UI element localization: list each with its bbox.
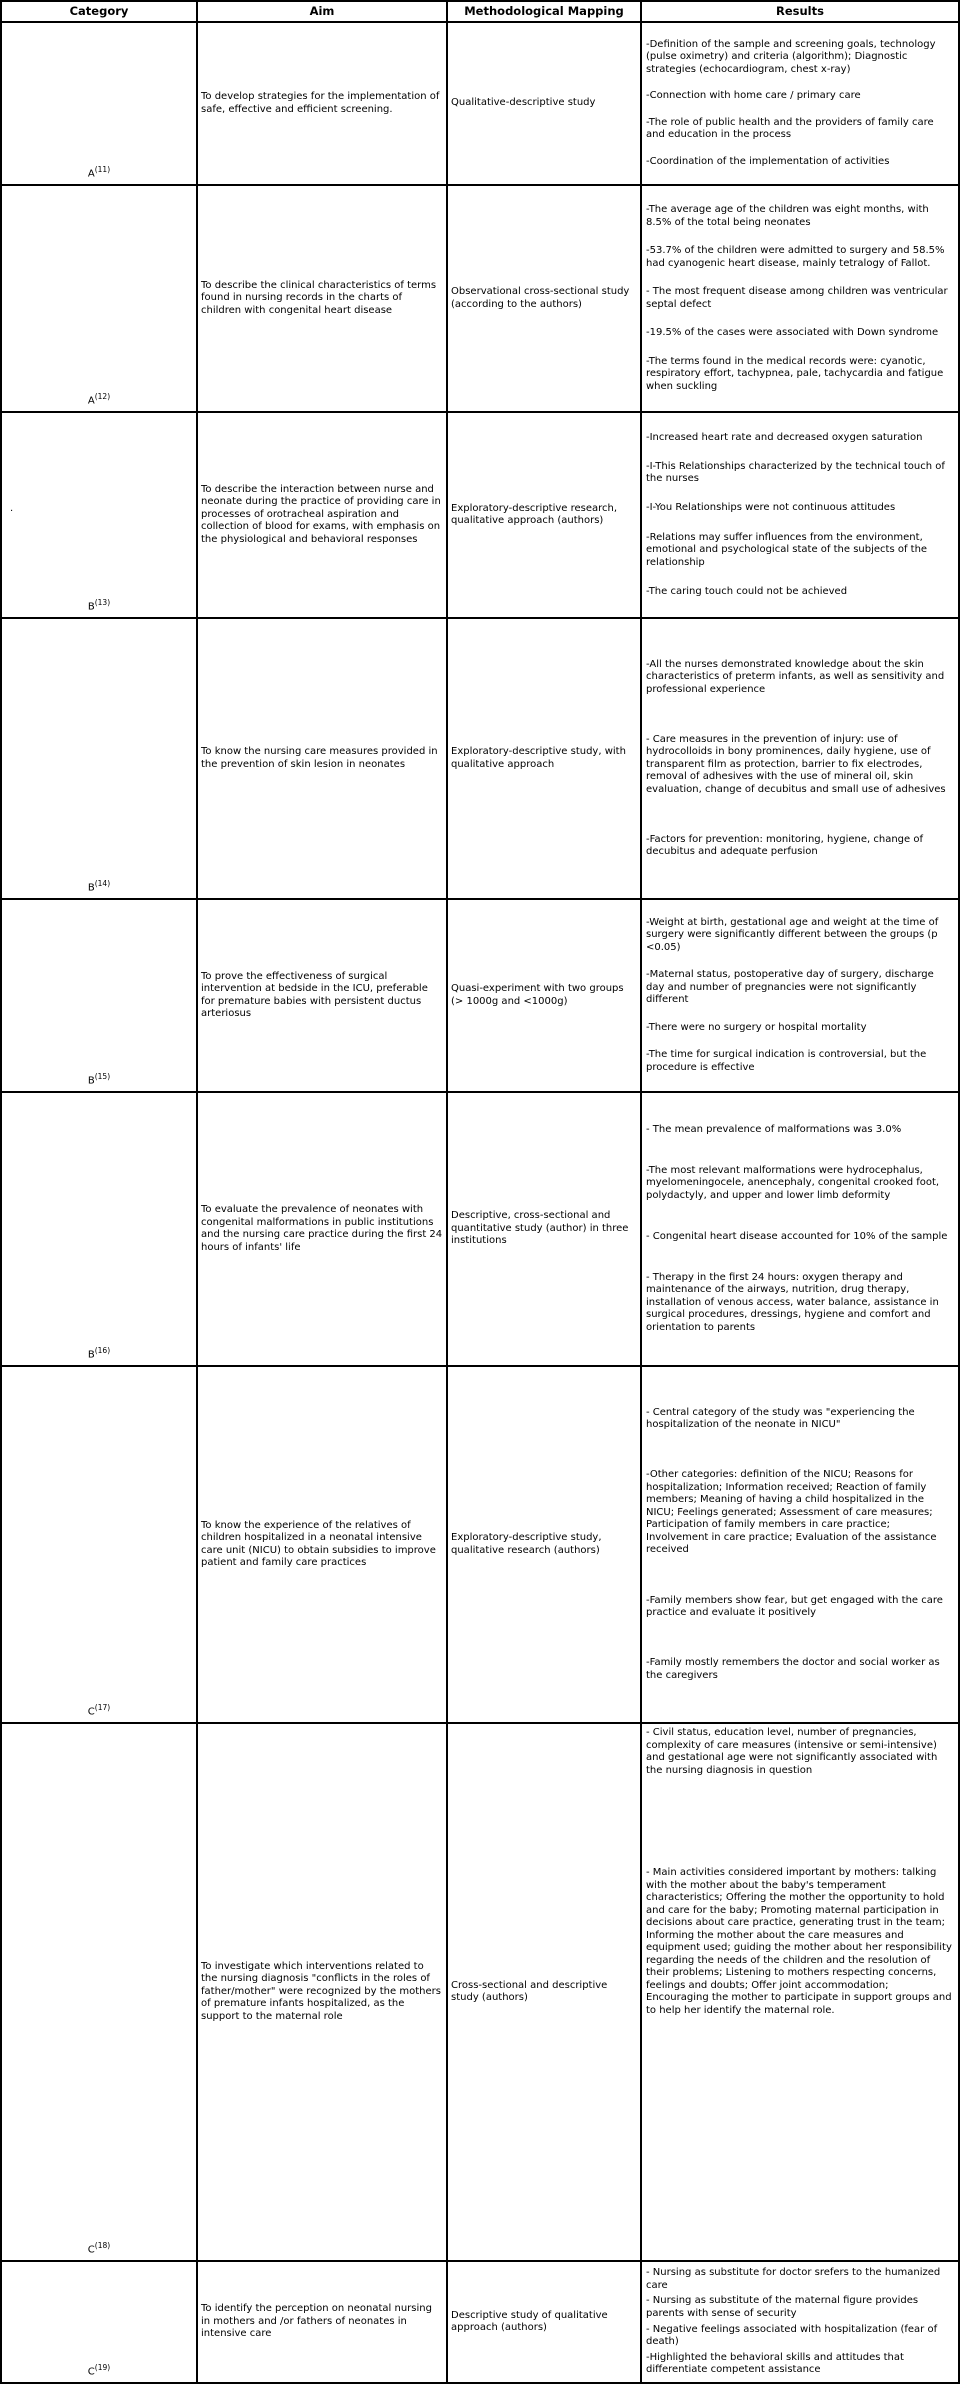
aim-cell <box>198 1367 448 1722</box>
table-row-b16 <box>2 1093 958 1367</box>
result-item: -The caring touch could not be achieved <box>646 585 848 597</box>
table-row-a11 <box>2 23 958 186</box>
table-row-c18 <box>2 1724 958 2262</box>
result-item: -Family mostly remembers the doctor and social worker as the caregivers <box>646 1657 940 1681</box>
method-text: Exploratory-descriptive study, with qualitative approach <box>451 746 626 770</box>
category-cell <box>2 1724 198 2260</box>
table-header-row <box>2 2 958 23</box>
results-cell <box>642 413 958 617</box>
method-cell <box>448 1093 642 1365</box>
aim-text: To investigate which interventions related to the nursing diagnosis "conflicts in the roles of father/mother" were recognized by the mothers of premature infants hospitalized, as the support to the maternal role <box>201 1960 441 2022</box>
result-item: - Civil status, education level, number of pregnancies, complexity of care measures (intensive or semi-intensive) and gestational age were not significantly associated with the nursing diagnosis in question <box>646 1727 938 1776</box>
results-cell <box>642 2262 958 2382</box>
category-label: $C^{(17)}$ <box>87 1702 111 1717</box>
category-cell <box>2 186 198 411</box>
table-row-c17 <box>2 1367 958 1724</box>
aim-text: To describe the interaction between nurse and neonate during the practice of providing care in processes of orotracheal aspiration and collection of blood for exams, with emphasis on the physiological and behavioral responses <box>201 483 441 545</box>
aim-cell <box>198 413 448 617</box>
category-cell <box>2 900 198 1091</box>
result-item: -The most relevant malformations were hydrocephalus, myelomeningocele, anencephaly, congenital crooked foot, polydactyly, and upper and lower limb deformity <box>646 1164 940 1201</box>
results-cell <box>642 1093 958 1365</box>
results-cell <box>642 1724 958 2260</box>
aim-cell <box>198 1093 448 1365</box>
results-cell <box>642 1367 958 1722</box>
method-text: Exploratory-descriptive research, qualitative approach (authors) <box>451 502 618 526</box>
result-item: - Main activities considered important by mothers: talking with the mother about the baby's temperament characteristics; Offering the mother the opportunity to hold and care for the baby; Promoting maternal participation in decisions about care practice, generating trust in the team; Informing the mother about the care measures and equipment used; guiding the mother about her responsibility regarding the needs of the children and the resolution of their problems; Listening to mothers respecting concerns, feelings and doubts; Offer joint accommodation; Encouraging the mother to participate in support groups and to help her identify the maternal role. <box>646 1867 952 2016</box>
category-label: $A^{(12)}$ <box>87 391 111 406</box>
category-cell <box>2 2262 198 2382</box>
category-label: $C^{(18)}$ <box>87 2240 111 2255</box>
result-item: -Relations may suffer influences from the environment, emotional and psychological state of the subjects of the relationship <box>646 531 928 568</box>
method-cell <box>448 23 642 184</box>
table-row-b14 <box>2 619 958 900</box>
aim-text: To know the nursing care measures provided in the prevention of skin lesion in neonates <box>201 746 438 770</box>
category-cell <box>2 1367 198 1722</box>
result-item: -53.7% of the children were admitted to surgery and 58.5% had cyanogenic heart disease, mainly tetralogy of Fallot. <box>646 245 945 269</box>
result-item: -I-This Relationships characterized by the technical touch of the nurses <box>646 460 945 485</box>
results-cell <box>642 186 958 411</box>
result-item: - Nursing as substitute of the maternal figure provides parents with sense of security <box>646 2295 919 2319</box>
method-cell <box>448 1724 642 2260</box>
category-cell <box>2 413 198 617</box>
result-item: -Definition of the sample and screening goals, technology (pulse oximetry) and criteria (algorithm); Diagnostic strategies (echocardiogram, chest x-ray) <box>646 38 936 75</box>
result-item: - Congenital heart disease accounted for 10% of the sample <box>646 1230 948 1242</box>
result-item: -Connection with home care / primary care <box>646 90 861 102</box>
method-text: Qualitative-descriptive study <box>451 97 596 109</box>
table-row-c19 <box>2 2262 958 2382</box>
aim-text: To evaluate the prevalence of neonates with congenital malformations in public institutions and the nursing care practice during the first 24 hours of infants' life <box>201 1204 443 1253</box>
table-row-b13 <box>2 413 958 619</box>
aim-cell <box>198 619 448 898</box>
result-item: -I-You Relationships were not continuous attitudes <box>646 502 896 514</box>
category-label: $C^{(19)}$ <box>87 2362 111 2377</box>
category-label: $A^{(11)}$ <box>87 164 111 179</box>
category-cell <box>2 23 198 184</box>
results-cell <box>642 619 958 898</box>
method-text: Quasi-experiment with two groups (> 1000g and <1000g) <box>451 983 624 1007</box>
method-cell <box>448 900 642 1091</box>
method-cell <box>448 2262 642 2382</box>
aim-cell <box>198 900 448 1091</box>
category-label: $B^{(14)}$ <box>87 878 111 893</box>
method-text: Exploratory-descriptive study, qualitative research (authors) <box>451 1532 602 1556</box>
aim-text: To prove the effectiveness of surgical intervention at bedside in the ICU, preferable for premature babies with persistent ductus arteriosus <box>201 970 428 1019</box>
method-cell <box>448 619 642 898</box>
result-item: - The most frequent disease among children was ventricular septal defect <box>646 286 948 310</box>
result-item: -Highlighted the behavioral skills and attitudes that differentiate competent assistance <box>646 2351 904 2376</box>
stray-mark: . <box>10 502 14 514</box>
method-cell <box>448 413 642 617</box>
category-label: $B^{(15)}$ <box>87 1071 111 1086</box>
result-item: -The role of public health and the providers of family care and education in the process <box>646 116 934 141</box>
method-cell <box>448 186 642 411</box>
result-item: -There were no surgery or hospital mortality <box>646 1021 867 1033</box>
category-cell <box>2 1093 198 1365</box>
method-text: Observational cross-sectional study (according to the authors) <box>451 286 630 310</box>
result-item: - Negative feelings associated with hospitalization (fear of death) <box>646 2323 938 2348</box>
result-item: -Weight at birth, gestational age and weight at the time of surgery were significantly different between the groups (p <0.05) <box>646 916 939 953</box>
result-item: - The mean prevalence of malformations was 3.0% <box>646 1123 902 1135</box>
result-item: - Care measures in the prevention of injury: use of hydrocolloids in bony prominences, daily hygiene, use of transparent film as protection, barrier to fix electrodes, removal of adhesives with the use of mineral oil, skin evaluation, change of decubitus and small use of adhesives <box>646 733 946 795</box>
method-text: Cross-sectional and descriptive study (authors) <box>451 1979 608 2003</box>
table-row-a12 <box>2 186 958 413</box>
table-row-b15 <box>2 900 958 1093</box>
method-text: Descriptive study of qualitative approach (authors) <box>451 2309 608 2333</box>
aim-text: To know the experience of the relatives of children hospitalized in a neonatal intensive care unit (NICU) to obtain subsidies to improve patient and family care practices <box>201 1519 436 1568</box>
aim-text: To describe the clinical characteristics of terms found in nursing records in the charts of children with congenital heart disease <box>201 279 437 316</box>
category-label: $B^{(16)}$ <box>87 1345 111 1360</box>
result-item: - Central category of the study was "experiencing the hospitalization of the neonate in NICU" <box>646 1406 915 1431</box>
method-cell <box>448 1367 642 1722</box>
results-cell <box>642 900 958 1091</box>
aim-text: To develop strategies for the implementation of safe, effective and efficient screening. <box>201 91 440 115</box>
result-item: -Coordination of the implementation of activities <box>646 155 890 167</box>
result-item: -19.5% of the cases were associated with Down syndrome <box>646 327 939 338</box>
results-cell <box>642 23 958 184</box>
aim-cell <box>198 1724 448 2260</box>
result-item: -Family members show fear, but get engaged with the care practice and evaluate it positively <box>646 1594 943 1619</box>
result-item: -Maternal status, postoperative day of surgery, discharge day and number of pregnancies were not significantly different <box>646 969 934 1006</box>
result-item: -Factors for prevention: monitoring, hygiene, change of decubitus and adequate perfusion <box>646 833 923 857</box>
category-label: $B^{(13)}$ <box>87 597 111 612</box>
category-cell <box>2 619 198 898</box>
method-text: Descriptive, cross-sectional and quantitative study (author) in three institutions <box>451 1210 629 1247</box>
result-item: -All the nurses demonstrated knowledge about the skin characteristics of preterm infants, as well as sensitivity and professional experience <box>646 658 945 695</box>
aim-text: To identify the perception on neonatal nursing in mothers and /or fathers of neonates in intensive care <box>201 2303 432 2340</box>
aim-cell <box>198 2262 448 2382</box>
result-item: -The average age of the children was eight months, with 8.5% of the total being neonates <box>646 204 929 228</box>
aim-cell <box>198 23 448 184</box>
column-header-aim: Aim <box>198 2 448 21</box>
column-header-category: Category <box>2 2 198 21</box>
result-item: -Increased heart rate and decreased oxygen saturation <box>646 431 923 443</box>
result-item: -The terms found in the medical records were: cyanotic, respiratory effort, tachypnea, pale, tachycardia and fatigue when suckling <box>646 355 944 392</box>
result-item: - Nursing as substitute for doctor srefers to the humanized care <box>646 2267 941 2291</box>
column-header-methodological-mapping: Methodological Mapping <box>448 2 642 21</box>
result-item: -Other categories: definition of the NICU; Reasons for hospitalization; Information received; Reaction of family members; Meaning of having a child hospitalized in the NICU; Feelings generated; Assessment of care measures; Participation of family members in care practice; Involvement in care practice; Evaluation of the assistance received <box>646 1469 937 1556</box>
column-header-results: Results <box>776 4 824 18</box>
result-item: -The time for surgical indication is controversial, but the procedure is effective <box>646 1049 927 1073</box>
aim-cell <box>198 186 448 411</box>
result-item: - Therapy in the first 24 hours: oxygen therapy and maintenance of the airways, nutrition, drug therapy, installation of venous access, water balance, assistance in surgical procedures, dressings, hygiene and comfort and orientation to parents <box>646 1271 939 1333</box>
